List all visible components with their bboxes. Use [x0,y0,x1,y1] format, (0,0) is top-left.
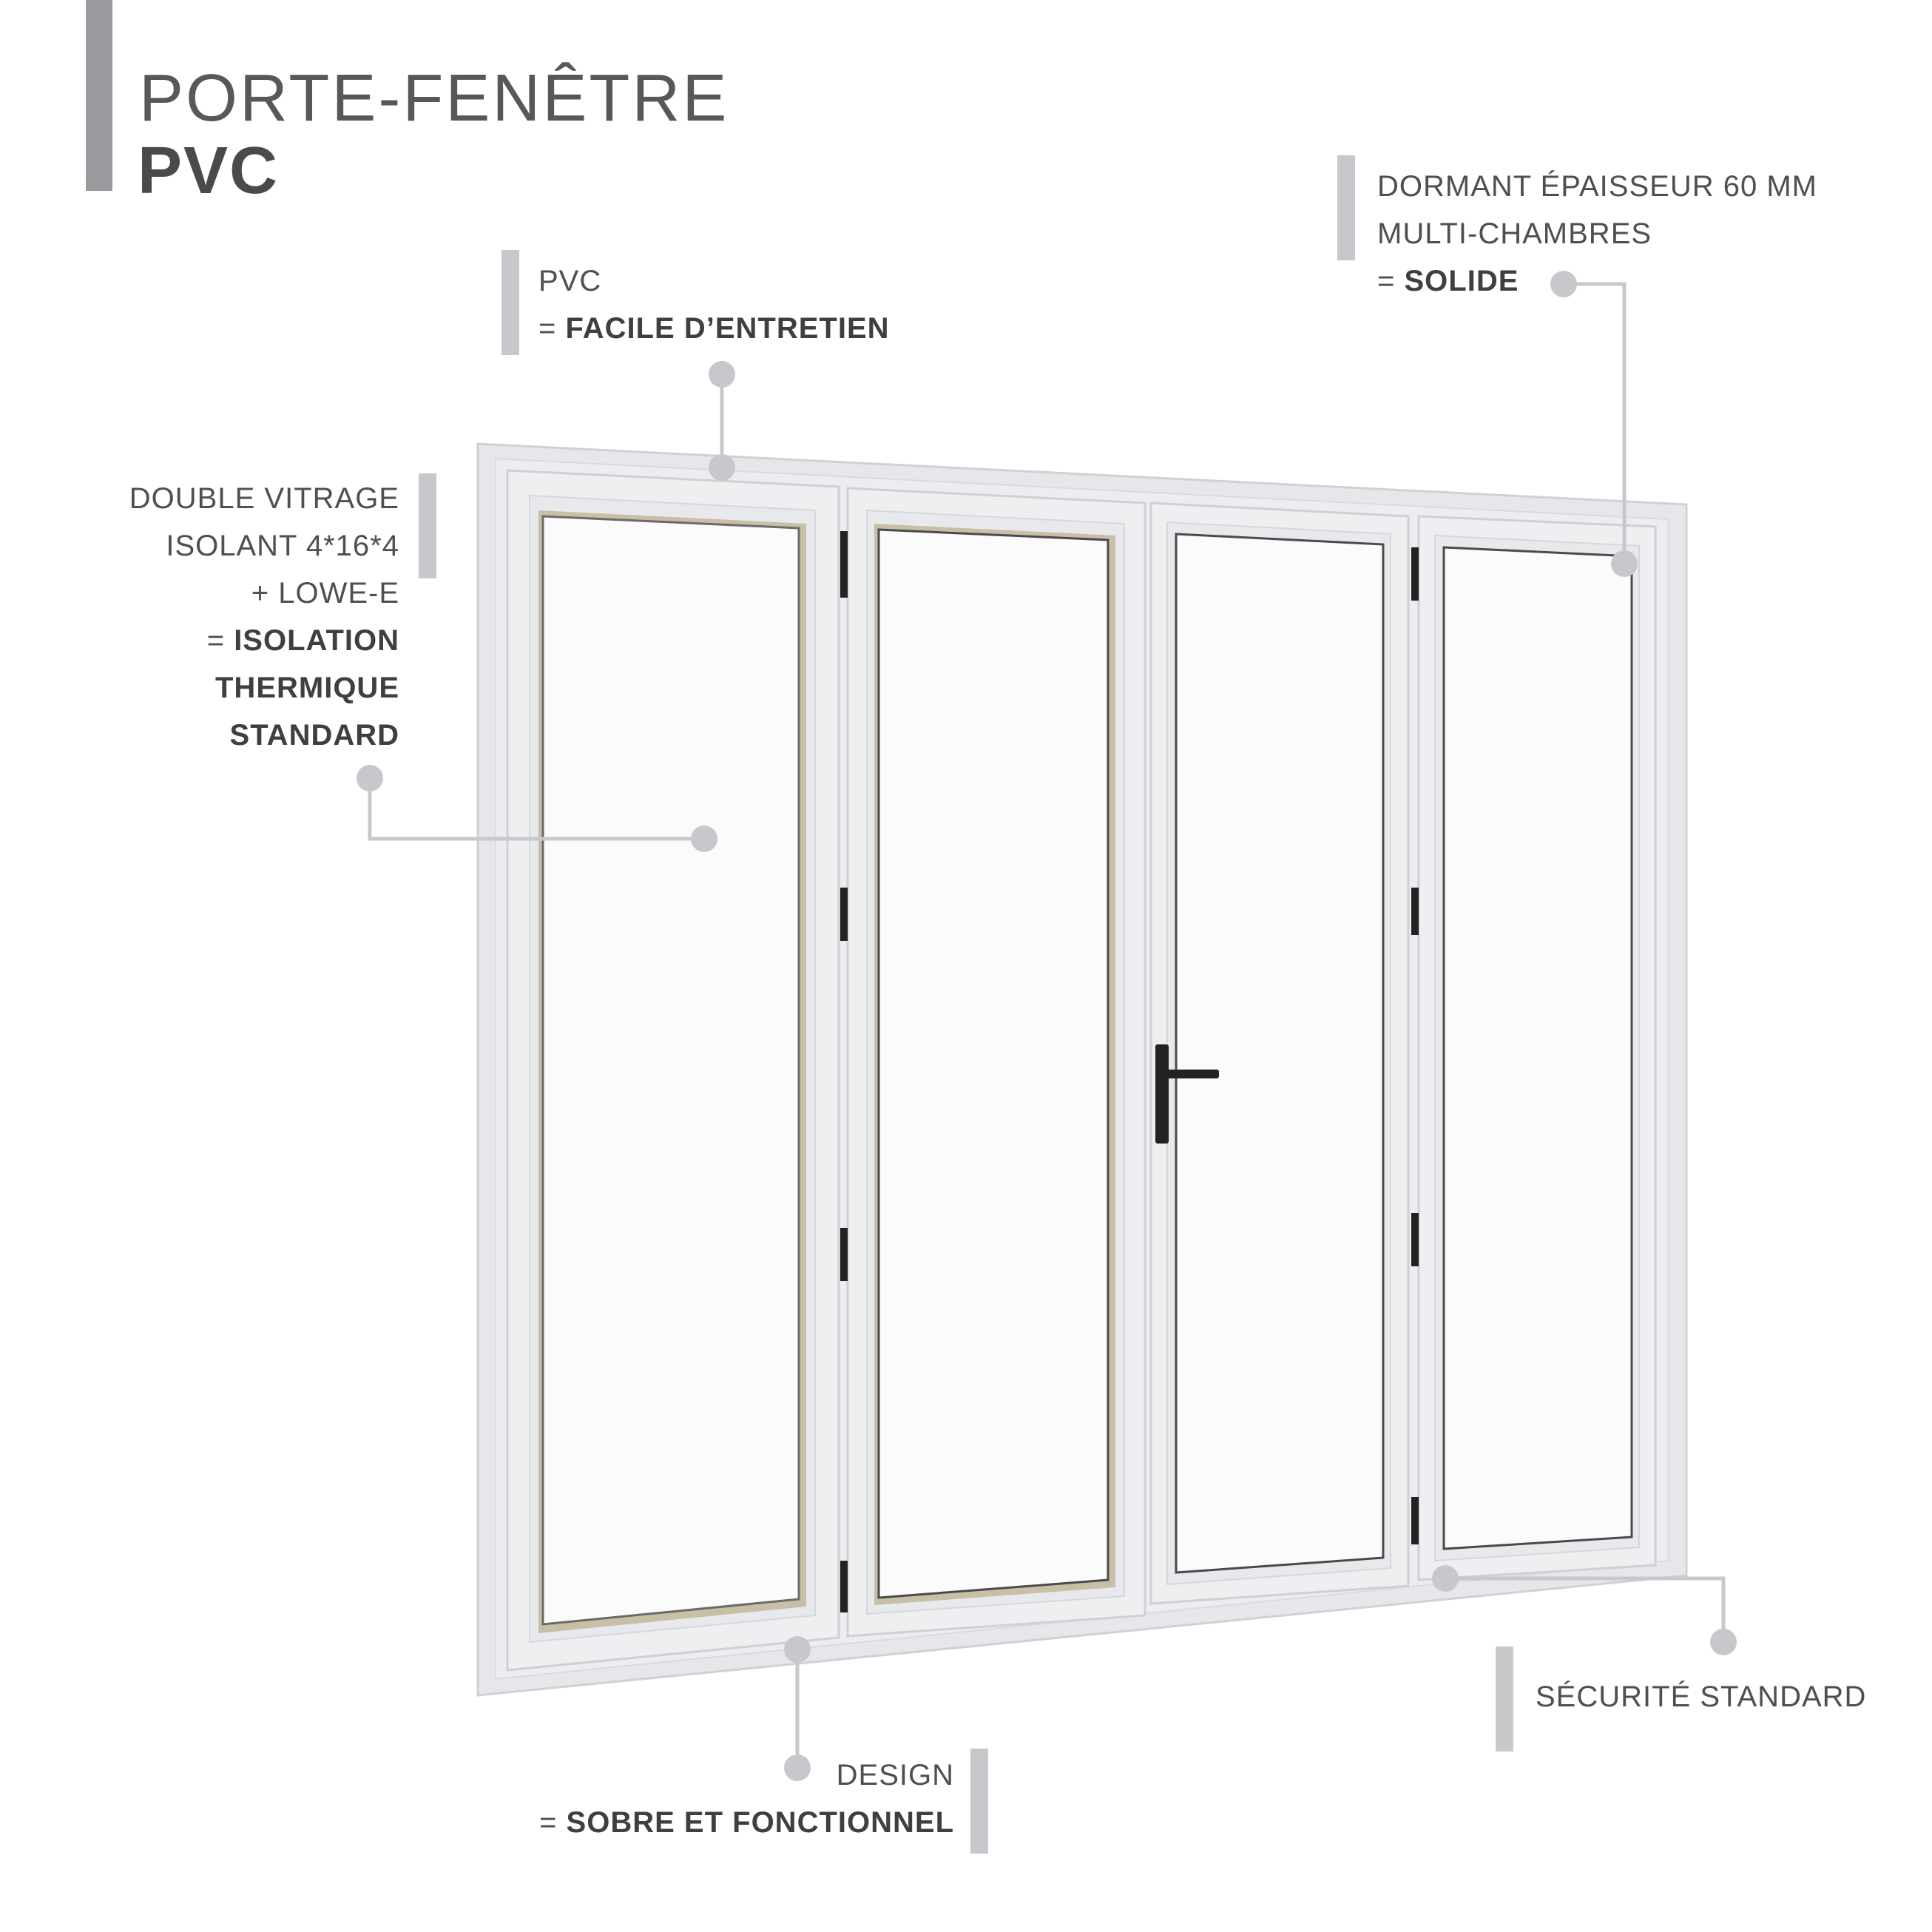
vitrage-accent-bar [419,473,436,578]
callout-vitrage-line1: DOUBLE VITRAGE [129,482,399,515]
callout-vitrage-benefit-1: ISOLATION [234,624,399,657]
callout-pvc-line1: PVC [538,265,602,297]
callout-securite [1536,1673,1866,1720]
callout-pvc-prefix: = [538,312,566,345]
callout-vitrage [129,475,399,759]
callout-vitrage-benefit-3: STANDARD [229,719,399,751]
pvc-accent-bar [501,250,519,355]
design-accent-bar [970,1749,988,1854]
panel-1 [507,470,839,1670]
callout-dormant-line1: DORMANT ÉPAISSEUR 60 MM [1377,170,1817,203]
callout-pvc [538,257,890,352]
panel-4 [1419,516,1655,1580]
callout-design [539,1752,954,1846]
callout-vitrage-prefix: = [206,624,234,657]
page-title: PORTE-FENÊTRE [139,61,729,135]
callout-vitrage-line2: ISOLANT 4*16*4 [166,530,399,562]
callout-design-prefix: = [539,1806,567,1839]
callout-dormant-line2: MULTI-CHAMBRES [1377,217,1652,250]
callout-design-line1: DESIGN [836,1759,954,1791]
callout-securite-line1: SÉCURITÉ STANDARD [1536,1681,1867,1713]
page-subtitle: PVC [138,134,280,208]
callout-dormant [1377,163,1817,305]
panel-2 [848,488,1145,1636]
callout-pvc-benefit: FACILE D’ENTRETIEN [565,312,890,345]
callout-design-benefit: SOBRE ET FONCTIONNEL [566,1806,954,1839]
callout-dormant-benefit: SOLIDE [1404,265,1519,297]
callout-vitrage-line3: + LOWE-E [251,577,399,609]
dormant-accent-bar [1337,155,1355,260]
securite-accent-bar [1496,1646,1513,1752]
panel-3 [1151,503,1408,1604]
callout-dormant-prefix: = [1377,265,1405,297]
callout-vitrage-benefit-2: THERMIQUE [215,672,399,704]
